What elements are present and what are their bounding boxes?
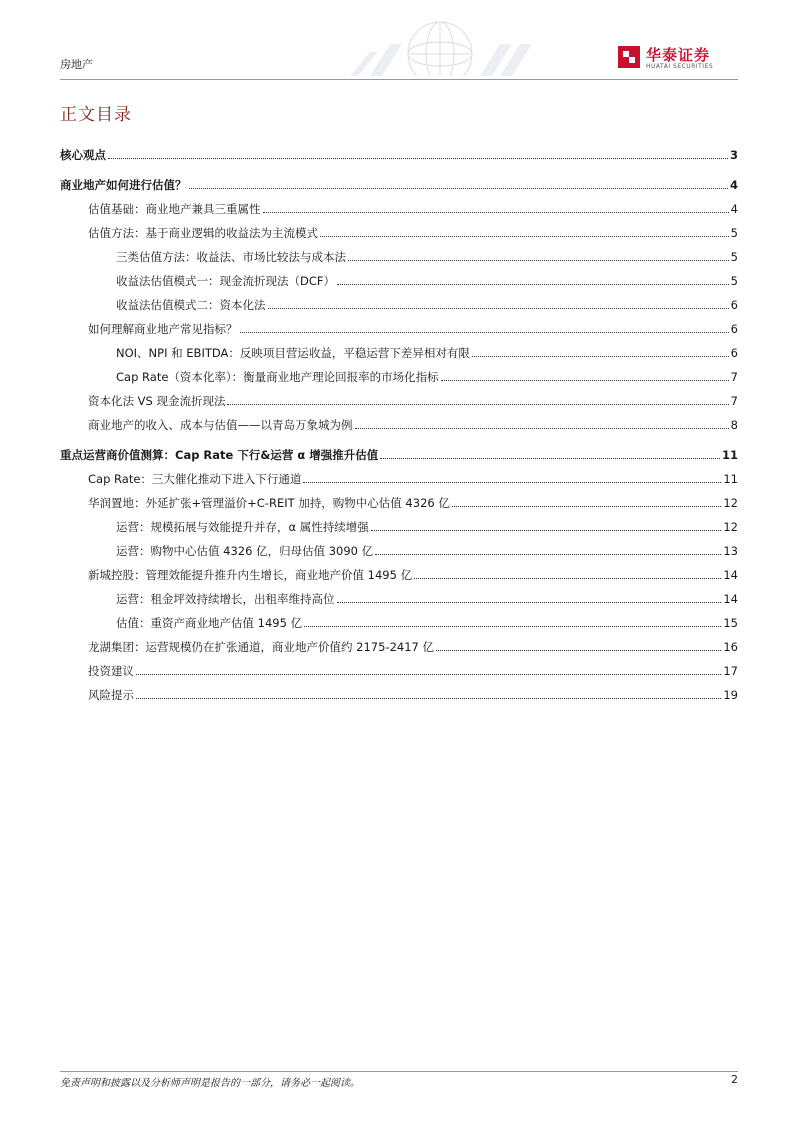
toc-entry-page: 17 <box>723 664 738 678</box>
huatai-logo-mark-icon <box>618 44 640 70</box>
toc-entry[interactable] <box>60 492 738 510</box>
toc-leader-dots <box>472 356 729 357</box>
toc-leader-dots <box>441 380 729 381</box>
toc-entry-label: 风险提示 <box>88 688 134 702</box>
toc-leader-dots <box>380 458 720 459</box>
toc-entry-page: 5 <box>730 274 738 288</box>
toc-entry[interactable] <box>60 318 738 336</box>
toc-entry[interactable] <box>60 270 738 288</box>
toc-entry-label: 估值方法：基于商业逻辑的收益法为主流模式 <box>88 226 318 240</box>
footer-divider <box>60 1071 738 1072</box>
toc-entry-page: 5 <box>730 226 738 240</box>
toc-leader-dots <box>337 602 722 603</box>
toc-entry-page: 11 <box>723 472 738 486</box>
toc-entry-label: 运营：购物中心估值 4326 亿，归母估值 3090 亿 <box>116 544 374 558</box>
page-number: 2 <box>731 1073 738 1086</box>
toc-entry[interactable] <box>60 588 738 606</box>
toc-entry-page: 12 <box>723 520 738 534</box>
toc-leader-dots <box>227 404 728 405</box>
disclaimer-text: 免责声明和披露以及分析师声明是报告的一部分，请务必一起阅读。 <box>60 1078 360 1089</box>
toc-entry-label: 新城控股：管理效能提升推升内生增长，商业地产价值 1495 亿 <box>88 568 413 582</box>
toc-entry[interactable] <box>60 174 738 192</box>
toc-entry-page: 12 <box>723 496 738 510</box>
toc-entry-page: 11 <box>721 448 738 462</box>
toc-entry[interactable] <box>60 660 738 678</box>
toc-entry-label: 估值基础：商业地产兼具三重属性 <box>88 202 261 216</box>
toc-leader-dots <box>136 674 721 675</box>
toc-entry[interactable] <box>60 564 738 582</box>
toc-entry-page: 14 <box>723 568 738 582</box>
toc-leader-dots <box>108 158 728 159</box>
toc-leader-dots <box>189 188 728 189</box>
toc-entry-label: Cap Rate（资本化率）：衡量商业地产理论回报率的市场化指标 <box>116 370 439 384</box>
toc-entry[interactable] <box>60 198 738 216</box>
toc-entry-label: Cap Rate：三大催化推动下进入下行通道 <box>88 472 302 486</box>
toc-entry-label: 收益法估值模式一：现金流折现法（DCF） <box>116 274 335 288</box>
header-divider <box>60 79 738 80</box>
toc-leader-dots <box>375 554 721 555</box>
toc-entry[interactable] <box>60 414 738 432</box>
toc-entry-page: 4 <box>729 178 738 192</box>
toc-entry-label: 重点运营商价值测算：Cap Rate 下行&运营 α 增强推升估值 <box>60 448 379 462</box>
toc-entry-label: 商业地产的收入、成本与估值——以青岛万象城为例 <box>88 418 353 432</box>
toc-entry-page: 7 <box>730 370 738 384</box>
toc-entry[interactable] <box>60 144 738 162</box>
toc-entry[interactable] <box>60 246 738 264</box>
toc-leader-dots <box>263 212 729 213</box>
toc-entry[interactable] <box>60 516 738 534</box>
toc-entry-label: 核心观点 <box>60 148 106 162</box>
toc-entry-label: 运营：规模拓展与效能提升并存，α 属性持续增强 <box>116 520 369 534</box>
toc-entry[interactable] <box>60 612 738 630</box>
toc-entry-page: 5 <box>730 250 738 264</box>
toc-entry-label: NOI、NPI 和 EBITDA：反映项目营运收益，平稳运营下差异相对有限 <box>116 346 470 360</box>
toc-entry[interactable] <box>60 540 738 558</box>
toc-entry-label: 如何理解商业地产常见指标？ <box>88 322 238 336</box>
toc-entry-page: 6 <box>730 298 738 312</box>
toc-leader-dots <box>414 578 721 579</box>
toc-leader-dots <box>303 482 721 483</box>
logo-chinese-text: 华泰证券 <box>646 46 711 64</box>
toc-leader-dots <box>337 284 729 285</box>
globe-watermark-icon <box>310 14 540 76</box>
huatai-logo <box>618 44 738 74</box>
toc-entry[interactable] <box>60 468 738 486</box>
toc-entry-page: 6 <box>730 322 738 336</box>
section-label: 房地产 <box>60 58 93 71</box>
toc-entry-page: 7 <box>730 394 738 408</box>
toc-leader-dots <box>355 428 729 429</box>
toc-entry-label: 三类估值方法：收益法、市场比较法与成本法 <box>116 250 346 264</box>
toc-entry-page: 8 <box>730 418 738 432</box>
toc-entry-page: 16 <box>723 640 738 654</box>
toc-entry-label: 投资建议 <box>88 664 134 678</box>
toc-leader-dots <box>348 260 729 261</box>
toc-leader-dots <box>436 650 721 651</box>
toc-entry[interactable] <box>60 366 738 384</box>
toc-leader-dots <box>452 506 722 507</box>
toc-leader-dots <box>304 626 721 627</box>
toc-title: 正文目录 <box>60 105 132 125</box>
toc-leader-dots <box>240 332 729 333</box>
logo-english-text: HUATAI SECURITIES <box>646 63 714 70</box>
toc-entry-page: 4 <box>730 202 738 216</box>
toc-entry[interactable] <box>60 342 738 360</box>
toc-entry-label: 华润置地：外延扩张+管理溢价+C-REIT 加持，购物中心估值 4326 亿 <box>88 496 450 510</box>
toc-entry-page: 13 <box>723 544 738 558</box>
toc-entry-label: 运营：租金坪效持续增长，出租率维持高位 <box>116 592 335 606</box>
toc-entry-page: 6 <box>730 346 738 360</box>
toc-entry-page: 14 <box>723 592 738 606</box>
toc-leader-dots <box>320 236 729 237</box>
toc-entry-page: 19 <box>723 688 738 702</box>
toc-entry[interactable] <box>60 684 738 702</box>
toc-entry-label: 资本化法 VS 现金流折现法 <box>88 394 226 408</box>
toc-entry[interactable] <box>60 222 738 240</box>
toc-entry-label: 商业地产如何进行估值？ <box>60 178 187 192</box>
toc-leader-dots <box>268 308 729 309</box>
toc-entry[interactable] <box>60 294 738 312</box>
toc-entry[interactable] <box>60 636 738 654</box>
toc-entry[interactable] <box>60 444 738 462</box>
toc-entry-label: 收益法估值模式二：资本化法 <box>116 298 266 312</box>
toc-entry[interactable] <box>60 390 738 408</box>
page-header <box>60 0 738 80</box>
toc-entry-page: 15 <box>723 616 738 630</box>
toc-entry-label: 估值：重资产商业地产估值 1495 亿 <box>116 616 303 630</box>
toc-leader-dots <box>136 698 721 699</box>
toc-entry-page: 3 <box>729 148 738 162</box>
toc-entry-label: 龙湖集团：运营规模仍在扩张通道，商业地产价值约 2175-2417 亿 <box>88 640 434 654</box>
toc-leader-dots <box>371 530 722 531</box>
